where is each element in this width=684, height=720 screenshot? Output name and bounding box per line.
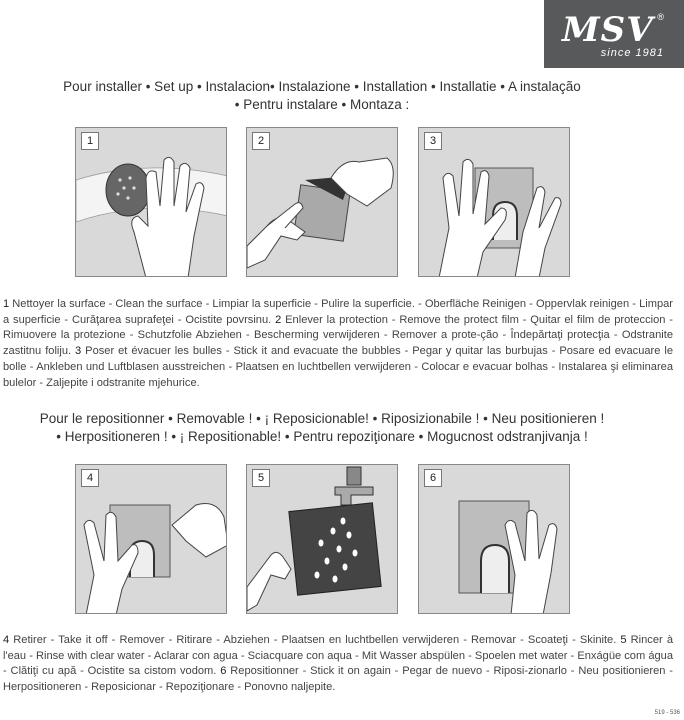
step-4-illustration [75,464,227,614]
product-code: 519 - 536 [654,710,680,716]
step-5-number: 5 [620,634,627,646]
restick-hook-icon [419,465,570,614]
step-2-number: 2 [275,313,282,326]
step-3-text: Poser et évacuer les bulles - Stick it and evacuate the bubbles - Pegar y quitar las burbujas - Posare ed evacuare le bolle - Ankleben und Luftblasen ausstreichen - Plaatsen en luchtbellen verwijderen - Colocar e evacuar bolhas - Instalarea şi eliminarea bulelor - Zaljepite i odstranite mjehurice. [3,345,673,389]
step-4-number: 4 [3,634,10,646]
step-number: 2 [252,132,270,150]
install-heading-line2: • Pentru instalare • Montaza : [234,97,410,112]
install-heading-line1: Pour installer • Set up • Instalacion• Instalazione • Installation • Installatie • A instalação [63,79,581,94]
step-1-number: 1 [3,298,10,310]
rinse-water-icon [247,465,398,614]
reposition-heading-line1: Pour le repositionner • Removable ! • ¡ Reposicionable! • Riposizionabile ! • Neu positionieren ! [39,411,605,426]
step-6-illustration [418,464,570,614]
step-5-text: Rincer à l'eau - Rinse with clear water - Aclarar con agua - Sciacquare con aqua - Mit Wasser abspülen - Spoelen met water - Enxágüe com água - Clătiţi cu apă - Ocistite sa cistom vodom. [3,634,673,678]
remove-hook-icon [76,465,227,614]
step-number: 6 [424,469,442,487]
step-6-number: 6 [220,665,227,678]
step-3-illustration [418,127,570,277]
step-number: 1 [81,132,99,150]
step-number: 3 [424,132,442,150]
step-number: 5 [252,469,270,487]
reposition-heading-line2: • Herpositioneren ! • ¡ Repositionable! • Pentru repoziţionare • Mogucnost odstranjivanja ! [56,429,588,444]
logo-since: since 1981 [600,47,664,59]
step-4-text: Retirer - Take it off - Remover - Ritirare - Abziehen - Plaatsen en luchtbellen verwijderen - Removar - Scoateţi - Skinite. [9,634,621,646]
step-1-text: Nettoyer la surface - Clean the surface - Limpiar la superficie - Pulire la superficie. - Oberfläche Reinigen - Oppervlak reinigen - Limpar a superficie - Curăţarea suprafeţei - Ocistite povrsinu. [3,298,673,326]
install-heading [0,78,644,114]
step-number: 4 [81,469,99,487]
step-3-number: 3 [75,345,82,358]
step-2-text: Enlever la protection - Remove the protect film - Quitar el film de proteccion - Rimuovere la protezione - Schutzfolie Abziehen - Bescherming verwijderen - Remover a prote-ção - Îndepărtaţi protecţia - Odstranite zastitnu foliju. [3,313,673,358]
install-instructions [3,297,673,391]
logo-brand: MSV [562,10,654,50]
step-6-text: Repositionner - Stick it on again - Pegar de nuevo - Riposi-zionarlo - Neu positionieren - Herpositioneren - Reposicionar - Repoziţionare - Ponovno naljepite. [3,665,673,694]
msv-logo [544,0,684,68]
peel-film-icon [247,128,398,277]
step-2-illustration [246,127,398,277]
step-5-illustration [246,464,398,614]
step-1-illustration [75,127,227,277]
reposition-heading [0,410,644,446]
cleaning-hand-icon [76,128,227,277]
stick-hook-icon [419,128,570,277]
registered-mark: ® [657,12,664,22]
reposition-instructions [3,633,673,696]
